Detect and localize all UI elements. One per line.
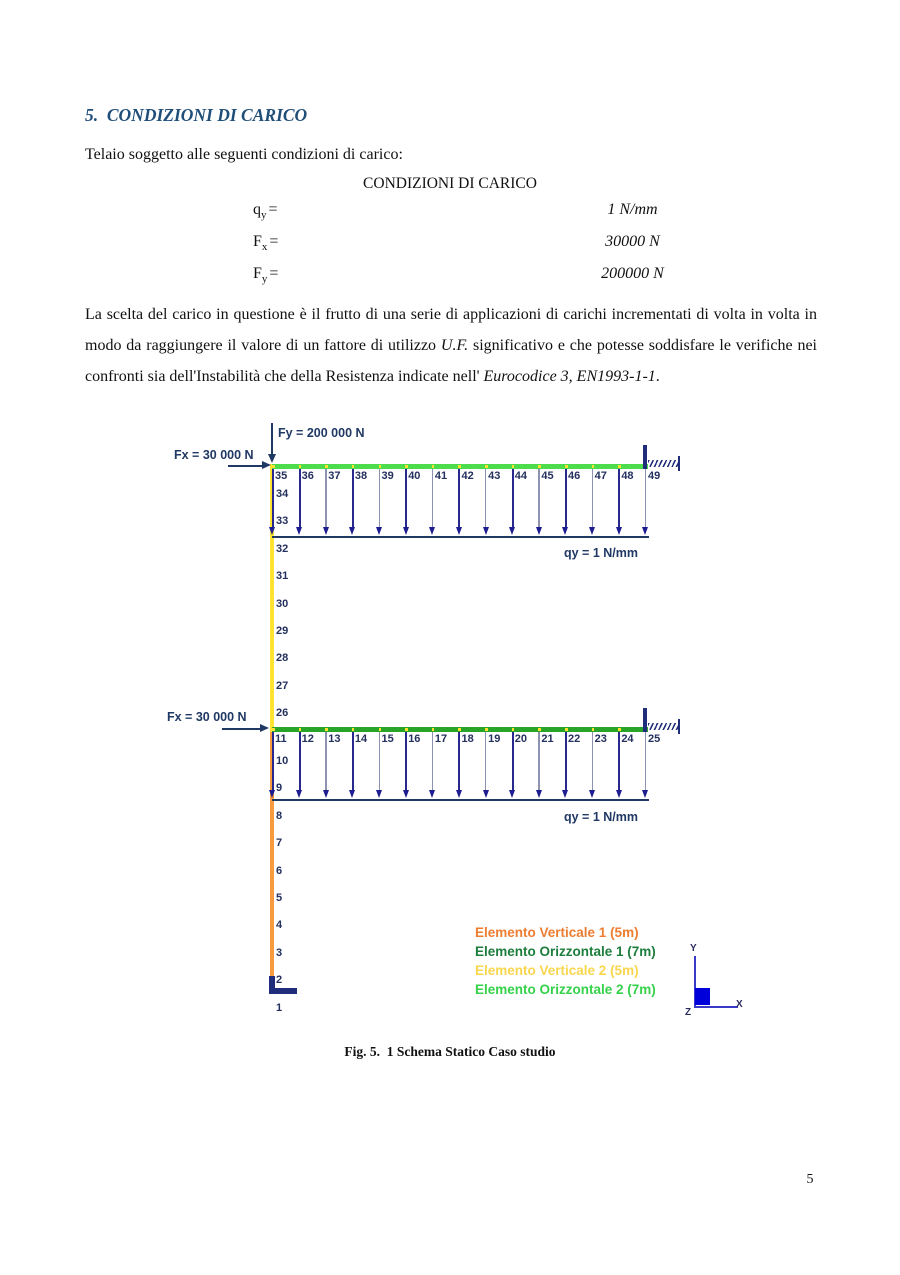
load-arrow-head: [349, 790, 355, 798]
load-value: 1 N/mm: [607, 201, 658, 218]
roller-support-hatch: [648, 723, 678, 730]
beam-node-dot: [299, 465, 302, 468]
beam-node-dot: [458, 465, 461, 468]
axis-x-label: X: [736, 999, 743, 1010]
beam-node-number: 46: [568, 470, 581, 482]
load-arrow-line: [565, 732, 567, 790]
load-arrow-head: [296, 527, 302, 535]
column-node-number: 32: [276, 542, 289, 555]
column-node-number: 5: [276, 892, 283, 904]
load-arrow-line: [538, 469, 539, 527]
figure-caption: Fig. 5. 1 Schema Statico Caso studio: [344, 1044, 556, 1059]
roller-support-bar: [643, 708, 647, 732]
load-arrow-head: [269, 790, 275, 798]
fx-arrow-head: [262, 461, 271, 469]
load-arrow-line: [592, 469, 593, 527]
load-arrow-line: [405, 732, 407, 790]
beam-node-number: 21: [541, 733, 554, 745]
beam-node-number: 15: [381, 733, 394, 745]
load-arrow-line: [299, 732, 301, 790]
fx-force-label: Fx = 30 000 N: [174, 448, 254, 462]
load-arrow-head: [642, 527, 648, 535]
load-arrow-line: [272, 732, 274, 790]
fy-arrow-line: [271, 423, 273, 456]
column-node-number: 1: [276, 1001, 283, 1014]
body-paragraph: La scelta del carico in questione è il frutto di una serie di applicazioni di carichi incrementati di volta in volta in modo da raggiungere il valore di un fattore di utilizzo U.F. significativo e che potesse soddisfare le verifiche nei confronti sia dell'Instabilità che della Resistenza indicate nell' Eurocodice 3, EN1993-1-1.: [85, 306, 817, 386]
beam-node-number: 48: [621, 470, 634, 482]
beam-node-number: 22: [568, 733, 581, 745]
beam-node-number: 25: [647, 733, 661, 745]
load-arrow-head: [536, 527, 542, 535]
load-arrow-line: [645, 469, 646, 527]
beam-node-number: 37: [328, 470, 341, 482]
beam-node-dot: [432, 728, 435, 731]
beam-node-dot: [272, 465, 275, 468]
beam-node-number: 43: [488, 470, 501, 482]
load-arrow-line: [512, 469, 514, 527]
load-arrow-head: [456, 527, 462, 535]
column-node-number: 31: [276, 570, 289, 583]
load-table-title: CONDIZIONI DI CARICO: [363, 175, 537, 192]
load-value: 30000 N: [605, 233, 660, 250]
axis-z-label: Z: [685, 1007, 692, 1018]
column-node-number: 7: [276, 837, 283, 850]
column-node-number: 30: [276, 597, 289, 610]
beam-node-number: 24: [621, 733, 634, 745]
legend-item: Elemento Verticale 1 (5m): [475, 925, 639, 940]
qy-load-label: qy = 1 N/mm: [564, 546, 638, 560]
beam-node-dot: [538, 465, 541, 468]
load-arrow-line: [618, 732, 620, 790]
fx-arrow-head: [260, 724, 269, 732]
beam-node-dot: [325, 728, 328, 731]
axis-y-label: Y: [690, 943, 697, 954]
load-arrow-line: [432, 732, 433, 790]
beam-node-dot: [379, 728, 382, 731]
load-arrow-head: [589, 790, 595, 798]
load-arrow-line: [379, 732, 380, 790]
column-node-number: 33: [276, 515, 289, 528]
load-arrow-line: [299, 469, 301, 527]
distributed-load-baseline: [272, 536, 649, 538]
load-arrow-head: [429, 790, 435, 798]
beam-node-dot: [512, 465, 515, 468]
roller-support-tick: [678, 456, 680, 471]
column-node-number: 27: [276, 679, 289, 692]
beam-node-dot: [379, 465, 382, 468]
load-arrow-head: [536, 790, 542, 798]
load-arrow-head: [376, 790, 382, 798]
load-arrow-head: [403, 527, 409, 535]
load-arrow-line: [512, 732, 514, 790]
beam-node-dot: [565, 728, 568, 731]
beam-node-number: 13: [328, 733, 341, 745]
load-arrow-head: [562, 527, 568, 535]
beam-node-dot: [405, 465, 408, 468]
beam-node-number: 17: [434, 733, 448, 745]
beam-node-dot: [458, 728, 461, 731]
beam-node-dot: [618, 465, 621, 468]
beam-node-dot: [592, 728, 595, 731]
beam-node-number: 16: [408, 733, 421, 745]
beam-node-number: 44: [514, 470, 527, 482]
intro-text: Telaio soggetto alle seguenti condizioni di carico:: [85, 146, 403, 163]
beam-node-dot: [538, 728, 541, 731]
beam-node-dot: [325, 465, 328, 468]
load-arrow-head: [269, 527, 275, 535]
load-arrow-line: [379, 469, 380, 527]
load-arrow-head: [589, 527, 595, 535]
axis-x-line: [694, 1006, 738, 1008]
load-arrow-line: [272, 469, 274, 527]
column-node-number: 9: [276, 782, 283, 795]
load-arrow-line: [485, 469, 486, 527]
beam-node-number: 14: [354, 733, 368, 745]
load-arrow-line: [325, 469, 326, 527]
load-arrow-head: [323, 527, 329, 535]
distributed-load-baseline: [272, 799, 649, 801]
load-symbol: $q_y$ =: [253, 201, 278, 222]
beam-node-number: 12: [301, 733, 314, 745]
beam-node-dot: [352, 465, 355, 468]
axis-origin-square-icon: [695, 988, 710, 1005]
load-arrow-head: [403, 790, 409, 798]
load-arrow-line: [645, 732, 646, 790]
load-arrow-head: [562, 790, 568, 798]
beam-node-number: 11: [275, 733, 287, 745]
load-arrow-line: [538, 732, 539, 790]
load-value: 200000 N: [601, 265, 664, 282]
load-arrow-head: [429, 527, 435, 535]
fx-arrow-line: [228, 465, 264, 467]
load-arrow-head: [456, 790, 462, 798]
beam-node-dot: [272, 728, 275, 731]
column-node-number: 28: [276, 652, 289, 665]
load-arrow-head: [376, 527, 382, 535]
beam-node-dot: [485, 465, 488, 468]
beam-node-dot: [618, 728, 621, 731]
load-arrow-head: [483, 527, 489, 535]
beam-node-dot: [352, 728, 355, 731]
legend-item: Elemento Orizzontale 1 (7m): [475, 944, 656, 959]
load-arrow-head: [296, 790, 302, 798]
beam-node-number: 40: [408, 470, 421, 482]
load-arrow-line: [325, 732, 326, 790]
beam-node-number: 41: [434, 470, 448, 482]
roller-support-hatch: [648, 460, 678, 467]
beam-node-number: 38: [354, 470, 368, 482]
load-arrow-head: [323, 790, 329, 798]
beam-node-number: 39: [381, 470, 394, 482]
fx-force-label: Fx = 30 000 N: [167, 710, 247, 724]
fy-force-label: Fy = 200 000 N: [278, 426, 365, 440]
beam-node-number: 36: [301, 470, 314, 482]
load-arrow-line: [618, 469, 620, 527]
column-node-number: 3: [276, 946, 283, 959]
legend-item: Elemento Orizzontale 2 (7m): [475, 982, 656, 997]
beam-node-dot: [485, 728, 488, 731]
beam-node-dot: [565, 465, 568, 468]
beam-node-dot: [299, 728, 302, 731]
load-arrow-head: [616, 790, 622, 798]
load-arrow-line: [458, 469, 460, 527]
beam-node-dot: [592, 465, 595, 468]
column-node-number: 34: [276, 488, 289, 500]
beam-node-number: 19: [488, 733, 501, 745]
roller-support-tick: [678, 719, 680, 734]
load-arrow-line: [352, 732, 354, 790]
load-arrow-line: [565, 469, 567, 527]
load-arrow-line: [485, 732, 486, 790]
load-symbol: $F_x$ =: [253, 233, 279, 254]
column-node-number: 26: [276, 707, 289, 720]
column-node-number: 2: [276, 974, 283, 987]
beam-node-dot: [512, 728, 515, 731]
page-number: 5: [806, 1172, 814, 1187]
column-node-number: 4: [276, 919, 283, 932]
fixed-support-horizontal: [269, 988, 297, 994]
load-arrow-line: [592, 732, 593, 790]
fx-arrow-line: [222, 728, 262, 730]
column-node-number: 8: [276, 809, 283, 822]
load-arrow-head: [483, 790, 489, 798]
load-arrow-head: [509, 790, 515, 798]
load-arrow-head: [616, 527, 622, 535]
load-arrow-head: [509, 527, 515, 535]
load-arrow-line: [432, 469, 433, 527]
load-arrow-line: [352, 469, 354, 527]
load-arrow-line: [458, 732, 460, 790]
beam-node-number: 20: [514, 733, 527, 745]
load-arrow-head: [349, 527, 355, 535]
roller-support-bar: [643, 445, 647, 469]
qy-load-label: qy = 1 N/mm: [564, 810, 638, 824]
load-symbol: $F_y$ =: [253, 265, 279, 286]
beam-node-dot: [405, 728, 408, 731]
section-heading: 5. CONDIZIONI DI CARICO: [85, 105, 308, 125]
beam-node-number: 47: [594, 470, 607, 482]
beam-node-number: 42: [461, 470, 474, 482]
legend-item: Elemento Verticale 2 (5m): [475, 963, 639, 978]
beam-node-number: 45: [541, 470, 554, 482]
beam-node-number: 18: [461, 733, 474, 745]
beam-node-number: 23: [594, 733, 607, 745]
beam-node-number: 49: [647, 470, 661, 482]
load-arrow-line: [405, 469, 407, 527]
column-node-number: 29: [276, 625, 289, 637]
column-node-number: 6: [276, 864, 283, 877]
beam-node-dot: [432, 465, 435, 468]
column-node-number: 10: [276, 755, 289, 767]
beam-node-number: 35: [275, 470, 288, 482]
load-arrow-head: [642, 790, 648, 798]
